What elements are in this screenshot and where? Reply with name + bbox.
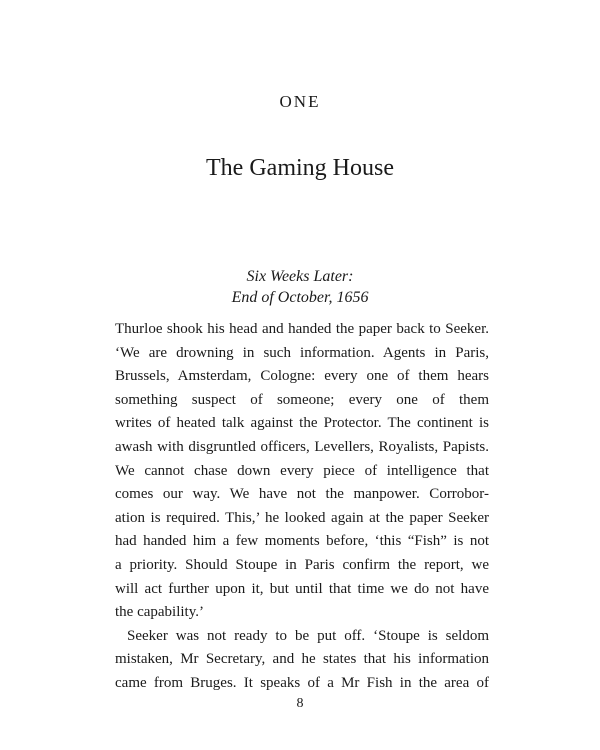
chapter-title: The Gaming House (206, 155, 394, 181)
text-line: a priority. Should Stoupe in Paris confirm the report, we (115, 556, 489, 573)
text-line: ation is required. This,’ he looked again at the paper Seeker (115, 509, 489, 526)
paragraph (115, 625, 489, 696)
page-number: 8 (296, 696, 304, 711)
text-line: Brussels, Amsterdam, Cologne: every one of them hears (115, 368, 489, 385)
text-line: comes our way. We have not the manpower. Corrobor- (115, 486, 489, 503)
text-line: the capability.’ (115, 604, 204, 621)
text-line: writes of heated talk against the Protector. The continent is (115, 415, 489, 432)
text-line: Thurloe shook his head and handed the paper back to Seeker. (115, 321, 489, 337)
body-text (115, 318, 489, 696)
chapter-number: ONE (279, 92, 321, 111)
epigraph-line: Six Weeks Later: (246, 268, 354, 285)
text-line: Seeker was not ready to be put off. ‘Stoupe is seldom (127, 627, 489, 644)
text-line: came from Bruges. It speaks of a Mr Fish in the area of (115, 674, 489, 691)
epigraph (0, 266, 600, 308)
text-line: had handed him a few moments before, ‘this “Fish” is not (115, 533, 489, 550)
text-line: We cannot chase down every piece of intelligence that (115, 462, 489, 479)
text-line: something suspect of someone; every one of them (115, 391, 489, 408)
paragraph (115, 318, 489, 625)
text-line: will act further upon it, but until that time we do not have (115, 580, 489, 597)
epigraph-line: End of October, 1656 (231, 289, 369, 306)
text-line: ‘We are drowning in such information. Agents in Paris, (115, 344, 489, 361)
text-line: mistaken, Mr Secretary, and he states that his information (115, 651, 489, 668)
text-line: awash with disgruntled officers, Levellers, Royalists, Papists. (115, 438, 489, 455)
